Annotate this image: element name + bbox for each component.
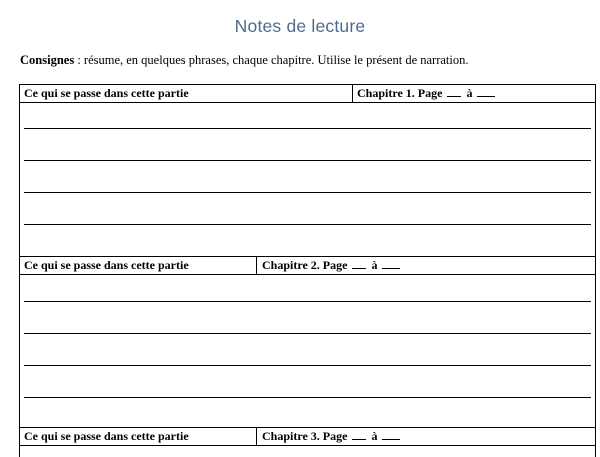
chapter-section-3 <box>19 427 596 457</box>
page-start-blank[interactable] <box>352 429 366 440</box>
section-label: Ce qui se passe dans cette partie <box>24 258 189 272</box>
chapter-section-2 <box>19 256 596 427</box>
page-end-blank[interactable] <box>382 429 400 440</box>
chapter-heading <box>357 86 497 101</box>
page-between: à <box>371 429 378 443</box>
instructions-text: : résume, en quelques phrases, chaque chapitre. Utilise le présent de narration. <box>74 53 469 67</box>
page-between: à <box>371 258 378 272</box>
writing-line[interactable] <box>24 192 591 193</box>
section-header <box>20 85 595 103</box>
header-divider <box>352 85 353 102</box>
chapter-heading <box>262 258 402 273</box>
writing-line[interactable] <box>24 333 591 334</box>
writing-line[interactable] <box>24 365 591 366</box>
section-header <box>20 257 595 275</box>
header-divider <box>256 257 257 274</box>
page-start-blank[interactable] <box>447 86 461 97</box>
instructions-label: Consignes <box>20 53 75 67</box>
instructions <box>20 53 469 68</box>
writing-line[interactable] <box>24 224 591 225</box>
page-title: Notes de lecture <box>234 16 366 36</box>
section-header <box>20 428 595 446</box>
writing-line[interactable] <box>24 160 591 161</box>
section-label: Ce qui se passe dans cette partie <box>24 86 189 100</box>
chapter-label: Chapitre 3. Page <box>262 429 348 443</box>
page-end-blank[interactable] <box>477 86 495 97</box>
writing-line[interactable] <box>24 301 591 302</box>
chapter-section-1 <box>19 84 596 256</box>
header-divider <box>256 428 257 445</box>
section-label: Ce qui se passe dans cette partie <box>24 429 189 443</box>
page-start-blank[interactable] <box>352 258 366 269</box>
page-end-blank[interactable] <box>382 258 400 269</box>
chapter-heading <box>262 429 402 444</box>
writing-line[interactable] <box>24 397 591 398</box>
chapter-label: Chapitre 1. Page <box>357 86 443 100</box>
page-between: à <box>466 86 473 100</box>
chapter-label: Chapitre 2. Page <box>262 258 348 272</box>
writing-line[interactable] <box>24 128 591 129</box>
